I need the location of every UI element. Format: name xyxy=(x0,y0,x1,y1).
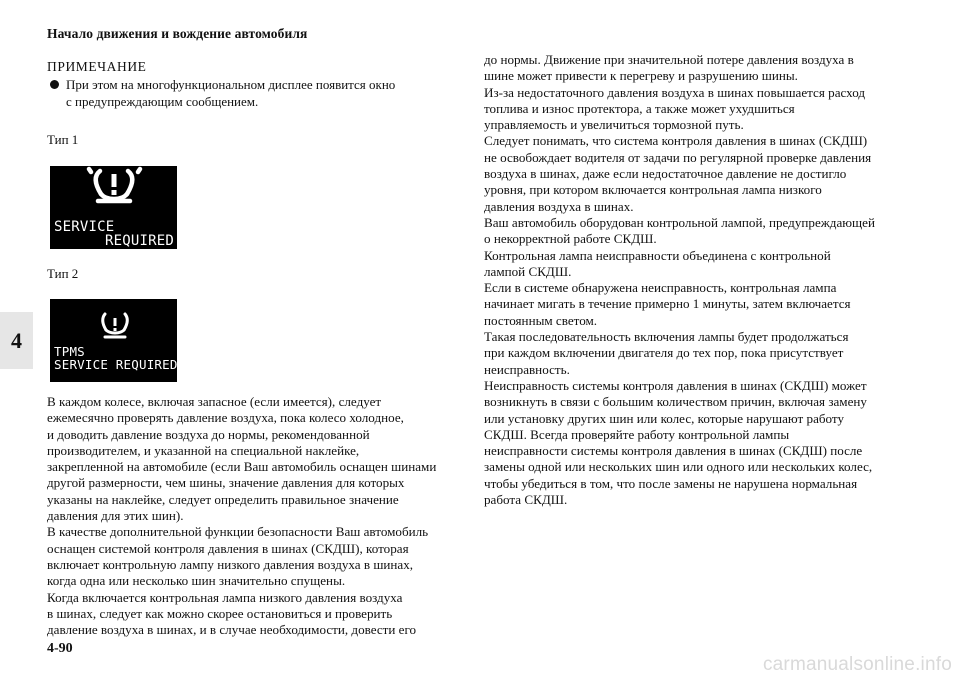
type2-display-line2: SERVICE REQUIRED xyxy=(54,357,178,372)
note-item xyxy=(47,76,457,110)
type2-label: Тип 2 xyxy=(47,266,79,281)
bullet-icon xyxy=(50,80,59,89)
page-number: 4-90 xyxy=(47,641,73,656)
right-body-text: до нормы. Движение при значительной потере давления воздуха в шине может привести к перегреву и разрушению шины. Из-за недостаточного давления воздуха в шинах повышается расход топлива и износ протектора, а также может ухудшиться управляемость и увеличиться тормозной путь. Следует понимать, что система контроля давления в шинах (СКДШ) не освобождает водителя от задачи по регулярной проверке давления воздуха в шинах, даже если недостаточное давление не достигло уровня, при котором включается контрольная лампа низкого давления воздуха в шинах. Ваш автомобиль оборудован контрольной лампой, предупреждающей о некорректной работе СКДШ. Контрольная лампа неисправности объединена с контрольной лампой СКДШ. Если в системе обнаружена неисправность, контрольная лампа начинает мигать в течение примерно 1 минуты, затем включается постоянным светом. Такая последовательность включения лампы будет продолжаться при каждом включении двигателя до тех пор, пока присутствует неисправность. Неисправность системы контроля давления в шинах (СКДШ) может возникнуть в связи с большим количеством причин, включая замену или установку других шин или колес, которые нарушают работу СКДШ. Всегда проверяйте работу контрольной лампы неисправности системы контроля давления в шинах (СКДШ) после замены одной или нескольких шин или одного или нескольких колес, чтобы убедиться в том, что после замены не нарушена нормальная работа СКДШ. xyxy=(484,52,875,508)
page-header: Начало движения и вождение автомобиля xyxy=(47,26,308,41)
type1-label: Тип 1 xyxy=(47,132,79,147)
left-body-text: В каждом колесе, включая запасное (если имеется), следует ежемесячно проверять давление воздуха, пока колесо холодное, и доводить давление воздуха до нормы, рекомендованной производителем, и указанной на специальной наклейке, закрепленной на автомобиле (если Ваш автомобиль оснащен шинами другой размерности, чем шины, значение давления для которых указаны на наклейке, следует определить правильное значение давления для этих шин). В качестве дополнительной функции безопасности Ваш автомобиль оснащен системой контроля давления в шинах (СКДШ), которая включает контрольную лампу низкого давления воздуха в шинах, когда одна или несколько шин значительно спущены. Когда включается контрольная лампа низкого давления воздуха в шинах, следует как можно скорее остановиться и проверить давление воздуха в шинах, и в случае необходимости, довести его xyxy=(47,394,437,638)
type2-display xyxy=(50,299,177,382)
note-text: При этом на многофункциональном дисплее появится окно с предупреждающим сообщением. xyxy=(66,77,396,109)
type1-display-line1: SERVICE xyxy=(54,219,115,235)
type2-display-line1: TPMS xyxy=(54,344,85,359)
left-column xyxy=(47,58,457,638)
right-column xyxy=(484,52,899,508)
watermark: carmanualsonline.info xyxy=(762,654,952,675)
chapter-tab: 4 xyxy=(0,312,33,369)
type1-display-line2: REQUIRED xyxy=(105,233,175,249)
type1-display xyxy=(50,166,177,249)
note-title: ПРИМЕЧАНИЕ xyxy=(47,59,147,74)
